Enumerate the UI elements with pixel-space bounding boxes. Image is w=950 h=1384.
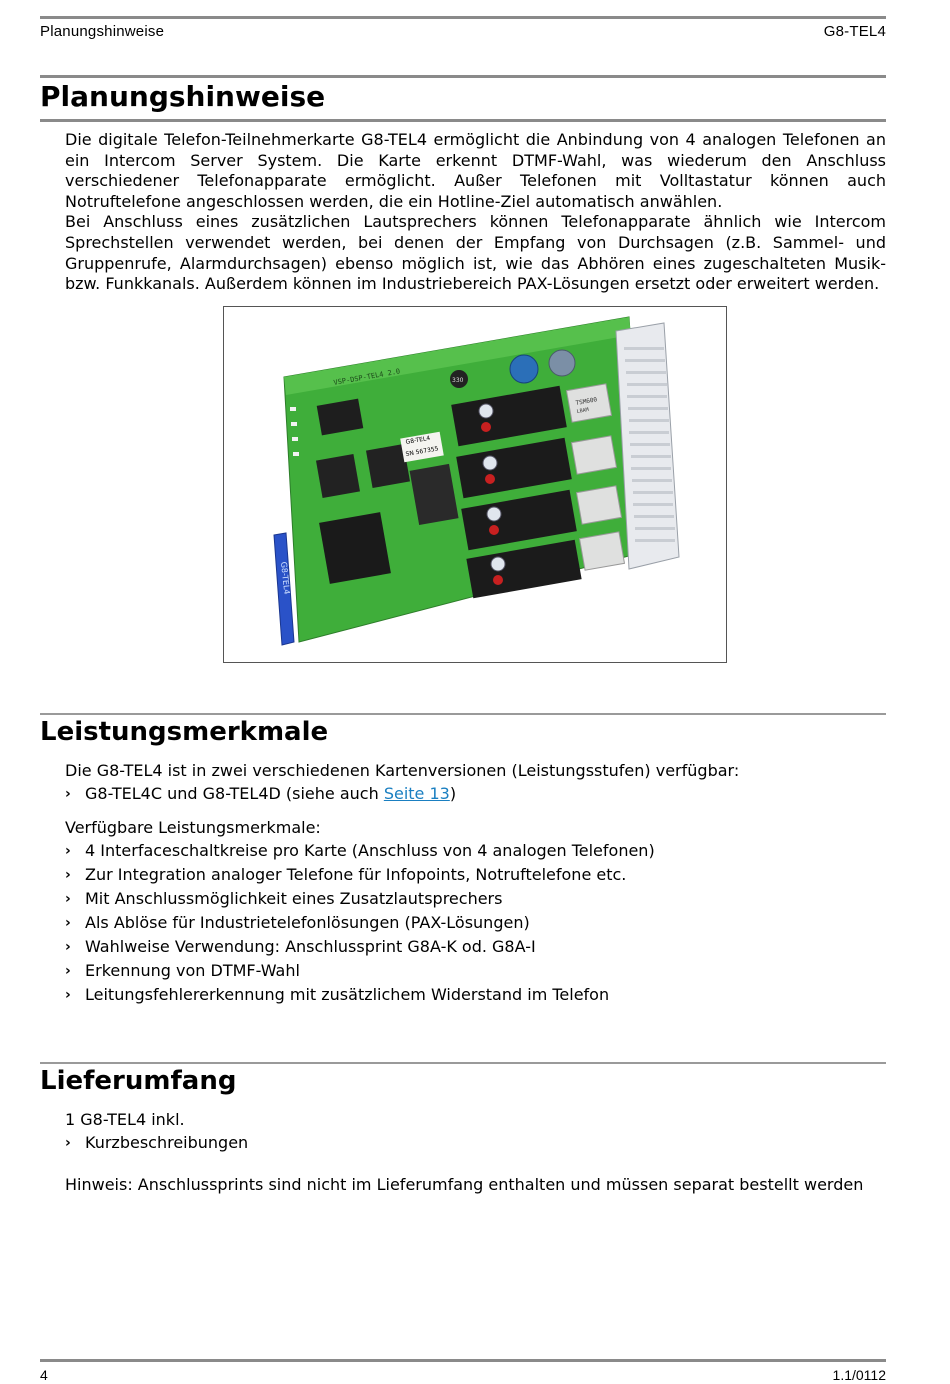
delivery-note: Hinweis: Anschlussprints sind nicht im Lieferumfang enthalten und müssen separat bestellt werden	[65, 1175, 864, 1194]
chevron-right-icon: ›	[65, 1135, 71, 1151]
paragraph-1: Die digitale Telefon-Teilnehmerkarte G8-TEL4 ermöglicht die Anbindung von 4 analogen Telefonen an ein Intercom Server System. Die Karte erkennt DTMF-Wahl, was wiederum den Anschluss verschiedener Telefonapparate ermöglicht. Außer Telefonen mit Volltastatur können auch Notruftelefone angeschlossen werden, die ein Hotline-Ziel automatisch anwählen.	[65, 130, 886, 211]
chevron-right-icon: ›	[65, 915, 71, 931]
chevron-right-icon: ›	[65, 843, 71, 859]
list-item	[65, 959, 655, 983]
footer-rule	[40, 1359, 886, 1362]
chevron-right-icon: ›	[65, 867, 71, 883]
list-item	[65, 887, 655, 911]
versions-list	[65, 782, 456, 806]
header-left-title: Planungshinweise	[40, 23, 165, 40]
document-version: 1.1/0112	[832, 1367, 886, 1383]
chevron-right-icon: ›	[65, 939, 71, 955]
sticker-line1: G8-TEL4	[405, 434, 431, 446]
transformer-sublabel: LBAM	[576, 406, 590, 415]
page-number: 4	[40, 1367, 48, 1383]
circuit-board-illustration	[224, 307, 726, 662]
chevron-right-icon: ›	[65, 963, 71, 979]
board-top-label: VSP-DSP-TEL4 2.0	[332, 367, 401, 387]
feature-text: Zur Integration analoger Telefone für Infopoints, Notruftelefone etc.	[85, 865, 627, 884]
section3-title: Lieferumfang	[40, 1066, 237, 1096]
list-item	[65, 983, 655, 1007]
delivery-list	[65, 1131, 248, 1155]
section2-top-rule	[40, 713, 886, 715]
header-top-rule	[40, 16, 886, 19]
feature-text: Wahlweise Verwendung: Anschlussprint G8A-K od. G8A-I	[85, 937, 536, 956]
paragraph-2: Bei Anschluss eines zusätzlichen Lautsprechers können Telefonapparate ähnlich wie Intercom Sprechstellen verwendet werden, bei denen der Empfang von Durchsagen (z.B. Sammel- und Gruppenrufe, Alarmdurchsagen) ebenso möglich ist, wie das Abhören eines zugeschalteten Musik- bzw. Funkkanals. Außerdem können im Industriebereich PAX-Lösungen ersetzt oder erweitert werden.	[65, 212, 886, 294]
feature-text: Leitungsfehlererkennung mit zusätzlichem Widerstand im Telefon	[85, 985, 610, 1004]
product-photo	[223, 306, 727, 663]
seite-13-link[interactable]: Seite 13	[383, 784, 450, 803]
feature-text: Als Ablöse für Industrietelefonlösungen (PAX-Lösungen)	[85, 913, 530, 932]
section1-top-rule	[40, 75, 886, 78]
list-item	[65, 911, 655, 935]
list-item	[65, 863, 655, 887]
sticker-line2: SN 567355	[405, 445, 439, 458]
transformer-label: TSM600	[575, 396, 598, 407]
header-right-title: G8-TEL4	[823, 23, 886, 40]
section1-underline	[40, 119, 886, 122]
section1-body	[65, 130, 886, 295]
versions-text: G8-TEL4C und G8-TEL4D (siehe auch	[85, 784, 384, 803]
feature-text: Erkennung von DTMF-Wahl	[85, 961, 300, 980]
feature-text: 4 Interfaceschaltkreise pro Karte (Anschluss von 4 analogen Telefonen)	[85, 841, 655, 860]
chevron-right-icon: ›	[65, 891, 71, 907]
handle-label: G8-TEL4	[279, 561, 292, 595]
section2-title: Leistungsmerkmale	[40, 717, 329, 747]
features-intro: Verfügbare Leistungsmerkmale:	[65, 818, 321, 837]
features-list	[65, 839, 655, 1007]
section2-intro: Die G8-TEL4 ist in zwei verschiedenen Kartenversionen (Leistungsstufen) verfügbar:	[65, 761, 740, 780]
delivery-item-text: Kurzbeschreibungen	[85, 1133, 249, 1152]
feature-text: Mit Anschlussmöglichkeit eines Zusatzlautsprechers	[85, 889, 503, 908]
list-item	[65, 839, 655, 863]
list-item	[65, 1131, 248, 1155]
list-item	[65, 935, 655, 959]
section3-top-rule	[40, 1062, 886, 1064]
delivery-line: 1 G8-TEL4 inkl.	[65, 1110, 185, 1129]
list-item	[65, 782, 456, 806]
chevron-right-icon: ›	[65, 786, 71, 802]
chevron-right-icon: ›	[65, 987, 71, 1003]
versions-close: )	[449, 784, 457, 803]
capacitor-label: 330	[452, 377, 464, 384]
section1-title: Planungshinweise	[40, 80, 326, 113]
